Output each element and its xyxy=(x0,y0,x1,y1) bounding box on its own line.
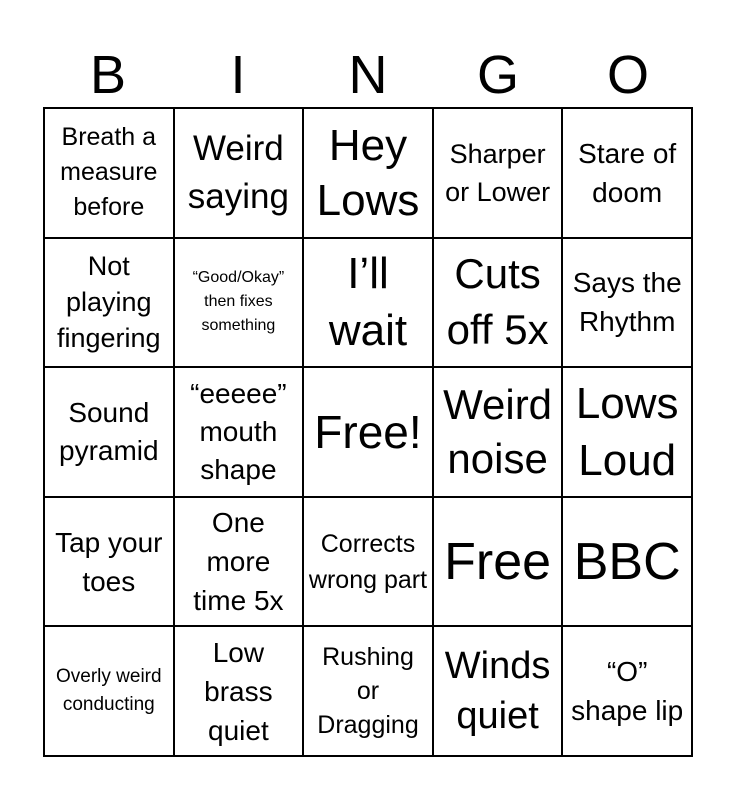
bingo-cell-r4-c5[interactable] xyxy=(562,497,692,627)
bingo-cell-r5-c3[interactable] xyxy=(303,626,433,756)
bingo-cell-r1-c2[interactable] xyxy=(174,108,304,238)
bingo-board xyxy=(43,107,693,757)
bingo-cell-r4-c1[interactable] xyxy=(44,497,174,627)
bingo-cell-r1-c4[interactable] xyxy=(433,108,563,238)
bingo-cell-r3-c1[interactable] xyxy=(44,367,174,497)
cell-label: “O” shape lip xyxy=(571,656,684,727)
header-letter-g: G xyxy=(476,45,519,105)
header-letter-b: B xyxy=(89,45,127,105)
cell-label: Rushing or Dragging xyxy=(317,643,419,740)
cell-label: Stare of doom xyxy=(578,137,677,208)
bingo-cell-r4-c4[interactable] xyxy=(433,497,563,627)
bingo-cell-r2-c1[interactable] xyxy=(44,238,174,368)
cell-label: Weird noise xyxy=(443,380,553,482)
bingo-cell-r1-c3[interactable] xyxy=(303,108,433,238)
cell-label: “Good/Okay” then fixes something xyxy=(192,269,285,335)
cell-label: Hey Lows xyxy=(316,120,420,225)
cell-label: Overly weird conducting xyxy=(56,666,162,716)
bingo-cell-r3-c4[interactable] xyxy=(433,367,563,497)
cell-label: Not playing fingering xyxy=(57,251,161,354)
cell-label: Low brass quiet xyxy=(204,636,273,746)
bingo-cell-r5-c2[interactable] xyxy=(174,626,304,756)
cell-label: Tap your toes xyxy=(55,526,163,597)
cell-label: Winds quiet xyxy=(444,645,551,738)
cell-label: Sharper or Lower xyxy=(445,138,551,207)
cell-label: Corrects wrong part xyxy=(308,529,428,594)
cell-label: Sound pyramid xyxy=(59,396,159,466)
cell-label: Breath a measure before xyxy=(60,123,158,222)
cell-label: Free xyxy=(444,532,552,591)
bingo-cell-r2-c3[interactable] xyxy=(303,238,433,368)
bingo-cell-r4-c2[interactable] xyxy=(174,497,304,627)
header-letter-i: I xyxy=(230,45,246,105)
bingo-cell-r3-c5[interactable] xyxy=(562,367,692,497)
bingo-cell-r5-c1[interactable] xyxy=(44,626,174,756)
bingo-cell-r5-c5[interactable] xyxy=(562,626,692,756)
header-letter-o: O xyxy=(606,45,649,105)
cell-label: Cuts off 5x xyxy=(446,250,549,354)
bingo-cell-r5-c4[interactable] xyxy=(433,626,563,756)
cell-label: Free! xyxy=(314,405,422,458)
cell-label: “eeeee” mouth shape xyxy=(190,377,287,485)
bingo-cell-r3-c2[interactable] xyxy=(174,367,304,497)
bingo-cell-r1-c5[interactable] xyxy=(562,108,692,238)
bingo-cell-r2-c2[interactable] xyxy=(174,238,304,368)
cell-label: I’ll wait xyxy=(328,249,408,356)
cell-label: Weird saying xyxy=(187,128,289,216)
bingo-cell-r3-c3[interactable] xyxy=(303,367,433,497)
cell-label: One more time 5x xyxy=(193,507,284,617)
bingo-header xyxy=(43,42,693,108)
header-letter-n: N xyxy=(348,45,388,105)
bingo-cell-r1-c1[interactable] xyxy=(44,108,174,238)
cell-label: Says the Rhythm xyxy=(572,267,682,338)
cell-label: BBC xyxy=(573,532,681,591)
bingo-cell-r2-c5[interactable] xyxy=(562,238,692,368)
bingo-cell-r2-c4[interactable] xyxy=(433,238,563,368)
bingo-cell-r4-c3[interactable] xyxy=(303,497,433,627)
cell-label: Lows Loud xyxy=(575,378,679,485)
